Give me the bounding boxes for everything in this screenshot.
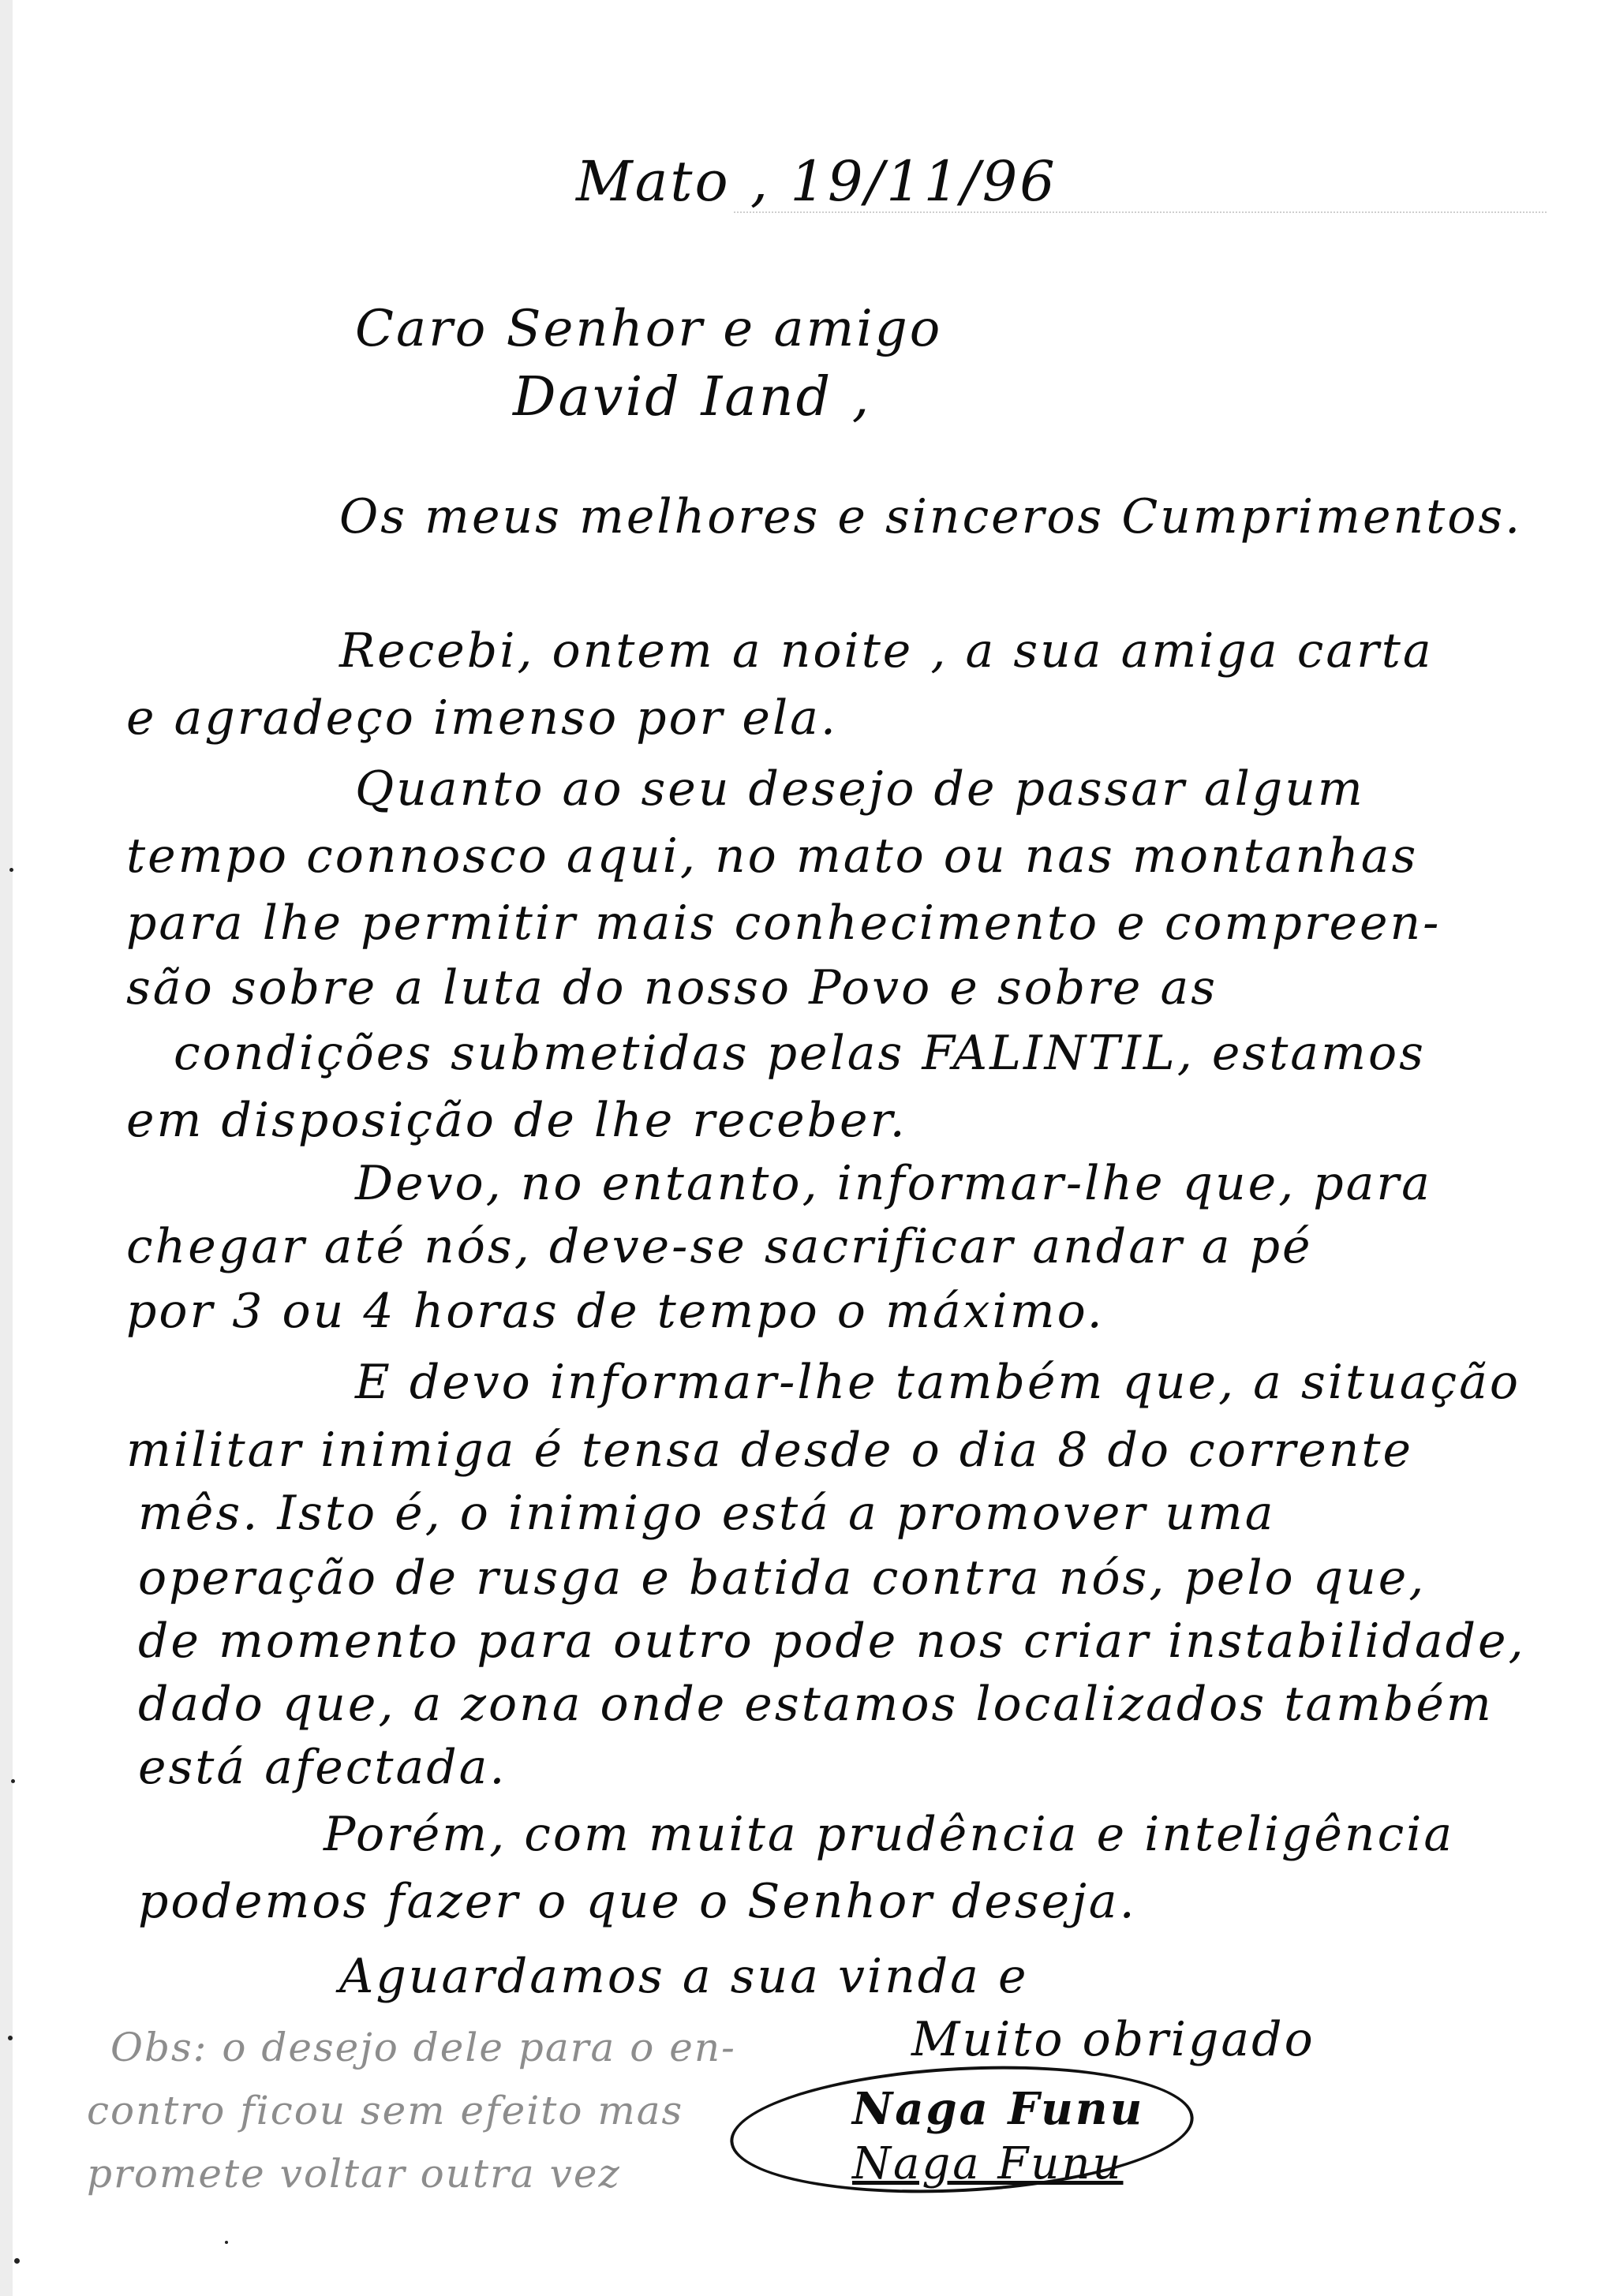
body-line: Aguardamos a sua vinda e — [339, 1949, 1029, 2004]
body-line: mês. Isto é, o inimigo está a promover uma — [138, 1486, 1276, 1541]
body-line: E devo informar-lhe também que, a situação — [355, 1355, 1521, 1410]
body-line: está afectada. — [138, 1740, 507, 1795]
body-line: operação de rusga e batida contra nós, pelo que, — [138, 1550, 1427, 1606]
scan-speck — [14, 2258, 20, 2264]
body-line: em disposição de lhe receber. — [126, 1093, 907, 1148]
scan-speck — [9, 868, 13, 872]
body-line: condições submetidas pelas FALINTIL, estamos — [174, 1026, 1426, 1081]
body-line: Porém, com muita prudência e inteligência — [324, 1807, 1455, 1862]
greeting: Os meus melhores e sinceros Cumprimentos. — [339, 489, 1523, 544]
body-line: Quanto ao seu desejo de passar algum — [355, 761, 1365, 817]
scan-speck — [11, 1779, 15, 1783]
scan-speck — [225, 2241, 228, 2244]
signature-name: Naga Funu — [852, 2138, 1124, 2189]
salutation-line-2: David Iand , — [513, 366, 872, 428]
body-line: são sobre a luta do nosso Povo e sobre as — [126, 960, 1218, 1015]
body-line: militar inimiga é tensa desde o dia 8 do corrente — [126, 1423, 1413, 1478]
body-line: Recebi, ontem a noite , a sua amiga carta — [339, 623, 1434, 679]
signature-scrawl: Naga Funu — [852, 2083, 1145, 2135]
closing: Muito obrigado — [911, 2012, 1315, 2067]
body-line: tempo connosco aqui, no mato ou nas montanhas — [126, 828, 1419, 884]
annotation-line: promete voltar outra vez — [87, 2151, 621, 2197]
salutation-line-1: Caro Senhor e amigo — [355, 300, 943, 358]
scan-speck — [8, 2036, 13, 2040]
body-line: para lhe permitir mais conhecimento e compreen- — [126, 896, 1442, 951]
body-line: de momento para outro pode nos criar instabilidade, — [138, 1614, 1526, 1669]
place-date: Mato , 19/11/96 — [576, 149, 1057, 214]
body-line: por 3 ou 4 horas de tempo o máximo. — [126, 1284, 1105, 1339]
body-line: podemos fazer o que o Senhor deseja. — [138, 1874, 1137, 1929]
body-line: dado que, a zona onde estamos localizados também — [138, 1677, 1494, 1732]
body-line: chegar até nós, deve-se sacrificar andar a pé — [126, 1219, 1313, 1274]
annotation-line: contro ficou sem efeito mas — [87, 2088, 684, 2133]
scan-edge-shadow — [0, 0, 13, 2296]
body-line: Devo, no entanto, informar-lhe que, para — [355, 1156, 1432, 1211]
body-line: e agradeço imenso por ela. — [126, 690, 838, 746]
annotation-line: Obs: o desejo dele para o en- — [110, 2025, 736, 2070]
